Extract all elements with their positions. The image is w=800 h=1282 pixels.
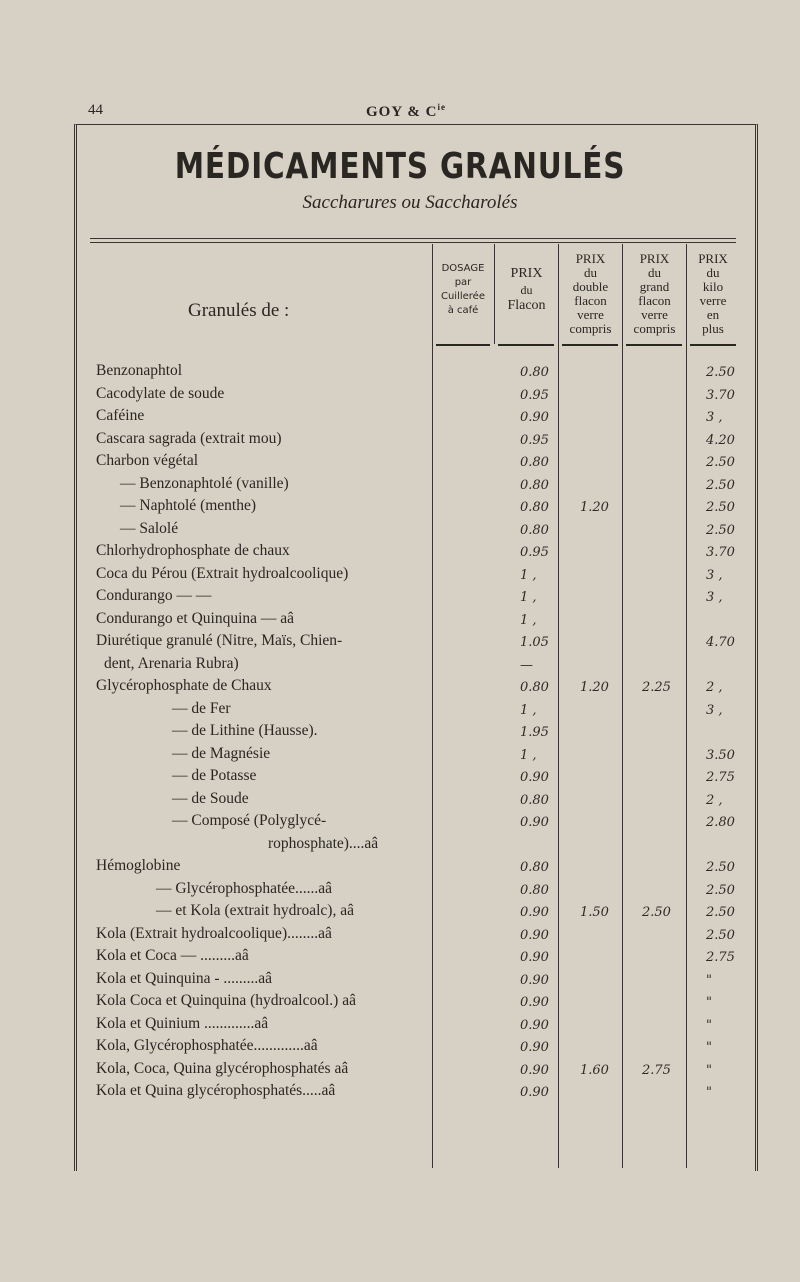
table-row (96, 700, 432, 722)
header-line: par (454, 277, 472, 288)
table-row (96, 610, 432, 632)
header-underline (498, 344, 554, 346)
table-row (96, 1060, 432, 1082)
header-line: plus (702, 321, 724, 336)
header-line: du (520, 283, 533, 297)
header-line: du (584, 265, 597, 280)
price-flacon: 0.90 (520, 1063, 549, 1078)
row-label: Kola (Extrait hydroalcoolique)........aâ (96, 925, 332, 942)
price-flacon: 0.80 (520, 680, 549, 695)
price-flacon: 0.90 (520, 1085, 549, 1100)
row-label: Kola et Coca — .........aâ (96, 947, 249, 964)
table-row (96, 767, 432, 789)
row-label: Glycérophosphate de Chaux (96, 677, 272, 694)
table-row (96, 1037, 432, 1059)
row-label: rophosphate)....aâ (268, 835, 379, 852)
row-label: — de Soude (172, 790, 249, 807)
row-label: Caféine (96, 407, 145, 424)
row-label: — de Lithine (Hausse). (172, 722, 318, 739)
row-label: — de Fer (172, 700, 231, 717)
price-kilo: 3 , (706, 568, 723, 583)
table-row (96, 497, 432, 519)
row-label: dent, Arenaria Rubra) (104, 655, 239, 672)
table-row (96, 655, 432, 677)
price-flacon: 0.80 (520, 860, 549, 875)
table-row (96, 790, 432, 812)
header-underline (436, 344, 490, 346)
price-flacon: 0.90 (520, 410, 549, 425)
price-kilo: " (706, 1018, 712, 1033)
price-kilo: 2.80 (706, 815, 735, 830)
row-label: Kola Coca et Quinquina (hydroalcool.) aâ (96, 992, 356, 1009)
header-line: compris (569, 321, 612, 336)
price-kilo: 2.75 (706, 770, 735, 785)
row-label: Diurétique granulé (Nitre, Maïs, Chien- (96, 632, 343, 649)
price-kilo: 2.50 (706, 523, 735, 538)
row-label: — Glycérophosphatée......aâ (156, 880, 333, 897)
price-flacon: 0.80 (520, 365, 549, 380)
row-label: — Salolé (120, 520, 179, 537)
table-row (96, 992, 432, 1014)
column-divider (622, 244, 623, 1168)
header-line: verre (699, 293, 727, 308)
header-line: PRIX (510, 266, 543, 281)
table-row (96, 587, 432, 609)
price-kilo: 2.50 (706, 928, 735, 943)
table-row (96, 857, 432, 879)
table-label: Granulés de : (188, 300, 290, 321)
row-label: Kola et Quina glycérophosphatés.....aâ (96, 1082, 336, 1099)
price-kilo: 3 , (706, 703, 723, 718)
header-line: kilo (702, 279, 724, 294)
price-flacon: 0.90 (520, 905, 549, 920)
price-kilo: 4.70 (706, 635, 735, 650)
company-name: GOY & C (366, 104, 438, 120)
price-kilo: 3.70 (706, 388, 735, 403)
row-label: Kola, Glycérophosphatée.............aâ (96, 1037, 318, 1054)
table-row (96, 835, 432, 857)
row-label: — Naphtolé (menthe) (120, 497, 257, 514)
table-row (96, 902, 432, 924)
header-line: PRIX (575, 251, 606, 266)
row-label: Hémoglobine (96, 857, 181, 874)
price-kilo: 3 , (706, 590, 723, 605)
header-dosage (432, 262, 494, 318)
price-flacon: 0.95 (520, 545, 549, 560)
table-row (96, 430, 432, 452)
price-kilo: " (706, 1085, 712, 1100)
price-kilo: 2.50 (706, 905, 735, 920)
price-kilo: 2.50 (706, 365, 735, 380)
row-label: Benzonaphtol (96, 362, 183, 379)
price-double: 1.60 (580, 1063, 609, 1078)
table-row (96, 565, 432, 587)
table-row (96, 677, 432, 699)
table-row (96, 812, 432, 834)
header-line: DOSAGE (441, 263, 485, 274)
price-kilo: 4.20 (706, 433, 735, 448)
price-flacon: 0.80 (520, 455, 549, 470)
row-label: Kola, Coca, Quina glycérophosphatés aâ (96, 1060, 349, 1077)
price-kilo: " (706, 1063, 712, 1078)
price-flacon: 1 , (520, 590, 537, 605)
header-line: du (648, 265, 661, 280)
price-kilo: 2.50 (706, 478, 735, 493)
table-row (96, 1082, 432, 1104)
price-flacon: 1 , (520, 703, 537, 718)
price-flacon: 0.90 (520, 928, 549, 943)
price-flacon: 0.90 (520, 815, 549, 830)
price-flacon: 0.80 (520, 478, 549, 493)
table-row (96, 632, 432, 654)
row-label: — Composé (Polyglycé- (172, 812, 327, 829)
price-flacon: 0.90 (520, 973, 549, 988)
header-line: double (572, 279, 609, 294)
price-kilo: 3.70 (706, 545, 735, 560)
page-number: 44 (88, 102, 103, 118)
running-head (366, 102, 446, 121)
header-line: PRIX (698, 251, 728, 266)
header-line: Flacon (507, 298, 546, 313)
price-flacon: 0.95 (520, 433, 549, 448)
row-label: Coca du Pérou (Extrait hydroalcoolique) (96, 565, 349, 582)
row-label: Cascara sagrada (extrait mou) (96, 430, 282, 447)
header-line: PRIX (639, 251, 670, 266)
header-line: à café (447, 305, 479, 316)
price-kilo: " (706, 995, 712, 1010)
price-kilo: " (706, 1040, 712, 1055)
price-grand: 2.25 (642, 680, 671, 695)
price-double: 1.50 (580, 905, 609, 920)
table-row (96, 520, 432, 542)
table-row (96, 880, 432, 902)
price-flacon: 1 , (520, 613, 537, 628)
price-kilo: 2.50 (706, 883, 735, 898)
price-flacon: 0.90 (520, 1040, 549, 1055)
price-kilo: 2.50 (706, 455, 735, 470)
page-title: MÉDICAMENTS GRANULÉS (174, 146, 626, 187)
row-label: Kola et Quinium .............aâ (96, 1015, 269, 1032)
row-label: Condurango — — (96, 587, 212, 604)
table-row (96, 745, 432, 767)
price-flacon: 0.90 (520, 950, 549, 965)
price-kilo: 3 , (706, 410, 723, 425)
table-row (96, 475, 432, 497)
header-line: en (706, 307, 720, 322)
header-double (559, 252, 622, 336)
price-flacon: 0.95 (520, 388, 549, 403)
price-double: 1.20 (580, 680, 609, 695)
header-underline (562, 344, 618, 346)
header-line: flacon (574, 293, 607, 308)
price-kilo: 3.50 (706, 748, 735, 763)
row-label: Charbon végétal (96, 452, 199, 469)
row-label: — et Kola (extrait hydroalc), aâ (156, 902, 354, 919)
table-row (96, 722, 432, 744)
table-row (96, 1015, 432, 1037)
header-line: Cuillerée (440, 291, 485, 302)
price-kilo: 2 , (706, 680, 723, 695)
price-grand: 2.50 (642, 905, 671, 920)
price-kilo: 2.50 (706, 860, 735, 875)
price-flacon: — (520, 658, 533, 673)
row-label: — Benzonaphtolé (vanille) (120, 475, 289, 492)
price-flacon: 0.90 (520, 1018, 549, 1033)
header-line: du (706, 265, 720, 280)
price-flacon: 0.80 (520, 793, 549, 808)
row-label: Condurango et Quinquina — aâ (96, 610, 295, 627)
row-label: Chlorhydrophosphate de chaux (96, 542, 290, 559)
table-row (96, 385, 432, 407)
price-grand: 2.75 (642, 1063, 671, 1078)
header-line: verre (577, 307, 604, 322)
header-grand (623, 252, 686, 336)
header-underline (626, 344, 682, 346)
price-kilo: 2.50 (706, 500, 735, 515)
table-row (96, 362, 432, 384)
column-divider (558, 244, 559, 1168)
header-kilo (687, 252, 739, 336)
row-label: Cacodylate de soude (96, 385, 225, 402)
column-divider (686, 244, 687, 1168)
header-line: compris (633, 321, 676, 336)
table-row (96, 452, 432, 474)
header-line: verre (641, 307, 668, 322)
table-row (96, 407, 432, 429)
row-label: — de Potasse (172, 767, 257, 784)
price-flacon: 1.95 (520, 725, 549, 740)
price-kilo: 2.75 (706, 950, 735, 965)
header-line: flacon (638, 293, 671, 308)
table-row (96, 542, 432, 564)
table-row (96, 925, 432, 947)
price-flacon: 0.90 (520, 770, 549, 785)
table-row (96, 970, 432, 992)
row-label: — de Magnésie (172, 745, 271, 762)
price-flacon: 0.80 (520, 500, 549, 515)
price-kilo: 2 , (706, 793, 723, 808)
title-rule (90, 238, 736, 243)
header-underline (690, 344, 736, 346)
header-flacon (495, 266, 558, 314)
price-flacon: 1.05 (520, 635, 549, 650)
price-flacon: 0.80 (520, 883, 549, 898)
price-flacon: 1 , (520, 748, 537, 763)
header-line: grand (639, 279, 670, 294)
column-divider (432, 244, 433, 1168)
price-kilo: " (706, 973, 712, 988)
price-flacon: 0.80 (520, 523, 549, 538)
price-double: 1.20 (580, 500, 609, 515)
company-suffix: ie (437, 102, 446, 112)
row-label: Kola et Quinquina - .........aâ (96, 970, 273, 987)
price-flacon: 0.90 (520, 995, 549, 1010)
price-flacon: 1 , (520, 568, 537, 583)
table-row (96, 947, 432, 969)
page-subtitle: Saccharures ou Saccharolés (302, 192, 518, 213)
